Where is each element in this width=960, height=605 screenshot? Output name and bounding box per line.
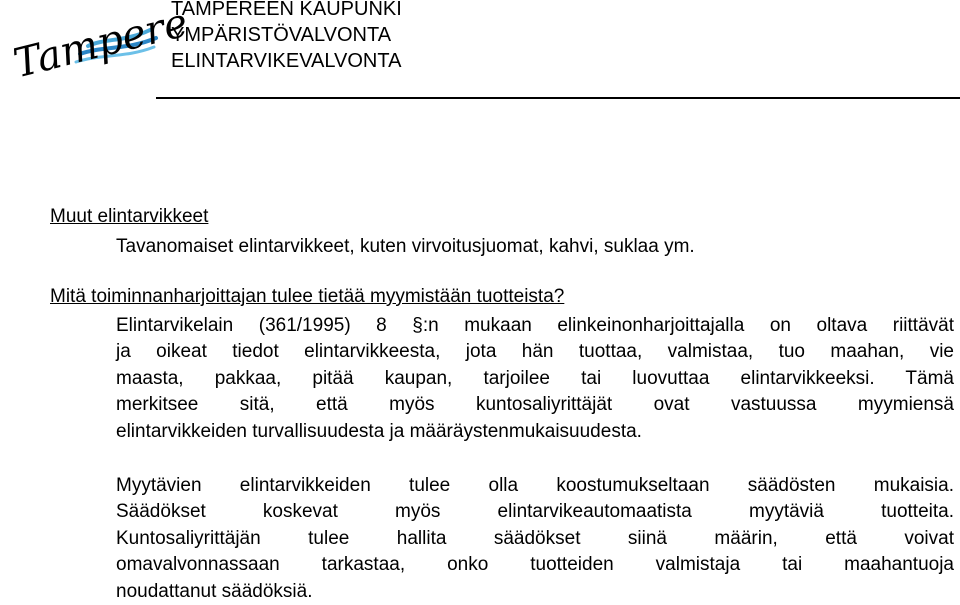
section-heading-operator-knowledge: Mitä toiminnanharjoittajan tulee tietää myymistään tuotteista? <box>50 286 565 307</box>
text-line: Kuntosaliyrittäjän tulee hallita säädökset siinä määrin, että voivat <box>116 527 954 549</box>
tampere-logo <box>9 0 193 88</box>
organization-name <box>171 0 402 74</box>
text-line: noudattanut säädöksiä. <box>116 580 313 602</box>
section-heading-other-foods: Muut elintarvikkeet <box>50 206 209 227</box>
paragraph-regulations <box>116 473 954 605</box>
text-line: omavalvonnassaan tarkastaa, onko tuotteiden valmistaja tai maahantuoja <box>116 554 954 576</box>
header-divider <box>156 97 960 99</box>
text-line: maasta, pakkaa, pitää kaupan, tarjoilee tai luovuttaa elintarvikkeeksi. Tämä <box>116 367 954 389</box>
text-line: Säädökset koskevat myös elintarvikeautomaatista myytäviä tuotteita. <box>116 501 954 523</box>
org-line-unit: ELINTARVIKEVALVONTA <box>171 50 402 72</box>
text-line: Myytävien elintarvikkeiden tulee olla koostumukseltaan säädösten mukaisia. <box>116 475 954 496</box>
org-line-city: TAMPEREEN KAUPUNKI <box>171 0 402 20</box>
logo-wordmark: Tampere <box>9 0 193 88</box>
text-line: merkitsee sitä, että myös kuntosaliyrittäjät ovat vastuussa myymiensä <box>116 394 954 416</box>
text-line: ja oikeat tiedot elintarvikkeesta, jota hän tuottaa, valmistaa, tuo maahan, vie <box>116 341 954 363</box>
section-body-other-foods: Tavanomaiset elintarvikkeet, kuten virvoitusjuomat, kahvi, suklaa ym. <box>116 236 695 257</box>
org-line-department: YMPÄRISTÖVALVONTA <box>171 24 392 46</box>
text-line: Elintarvikelain (361/1995) 8 §:n mukaan elinkeinonharjoittajalla on oltava riittävät <box>116 315 954 336</box>
text-line: elintarvikkeiden turvallisuudesta ja määräystenmukaisuudesta. <box>116 420 642 442</box>
paragraph-food-act <box>116 313 954 445</box>
